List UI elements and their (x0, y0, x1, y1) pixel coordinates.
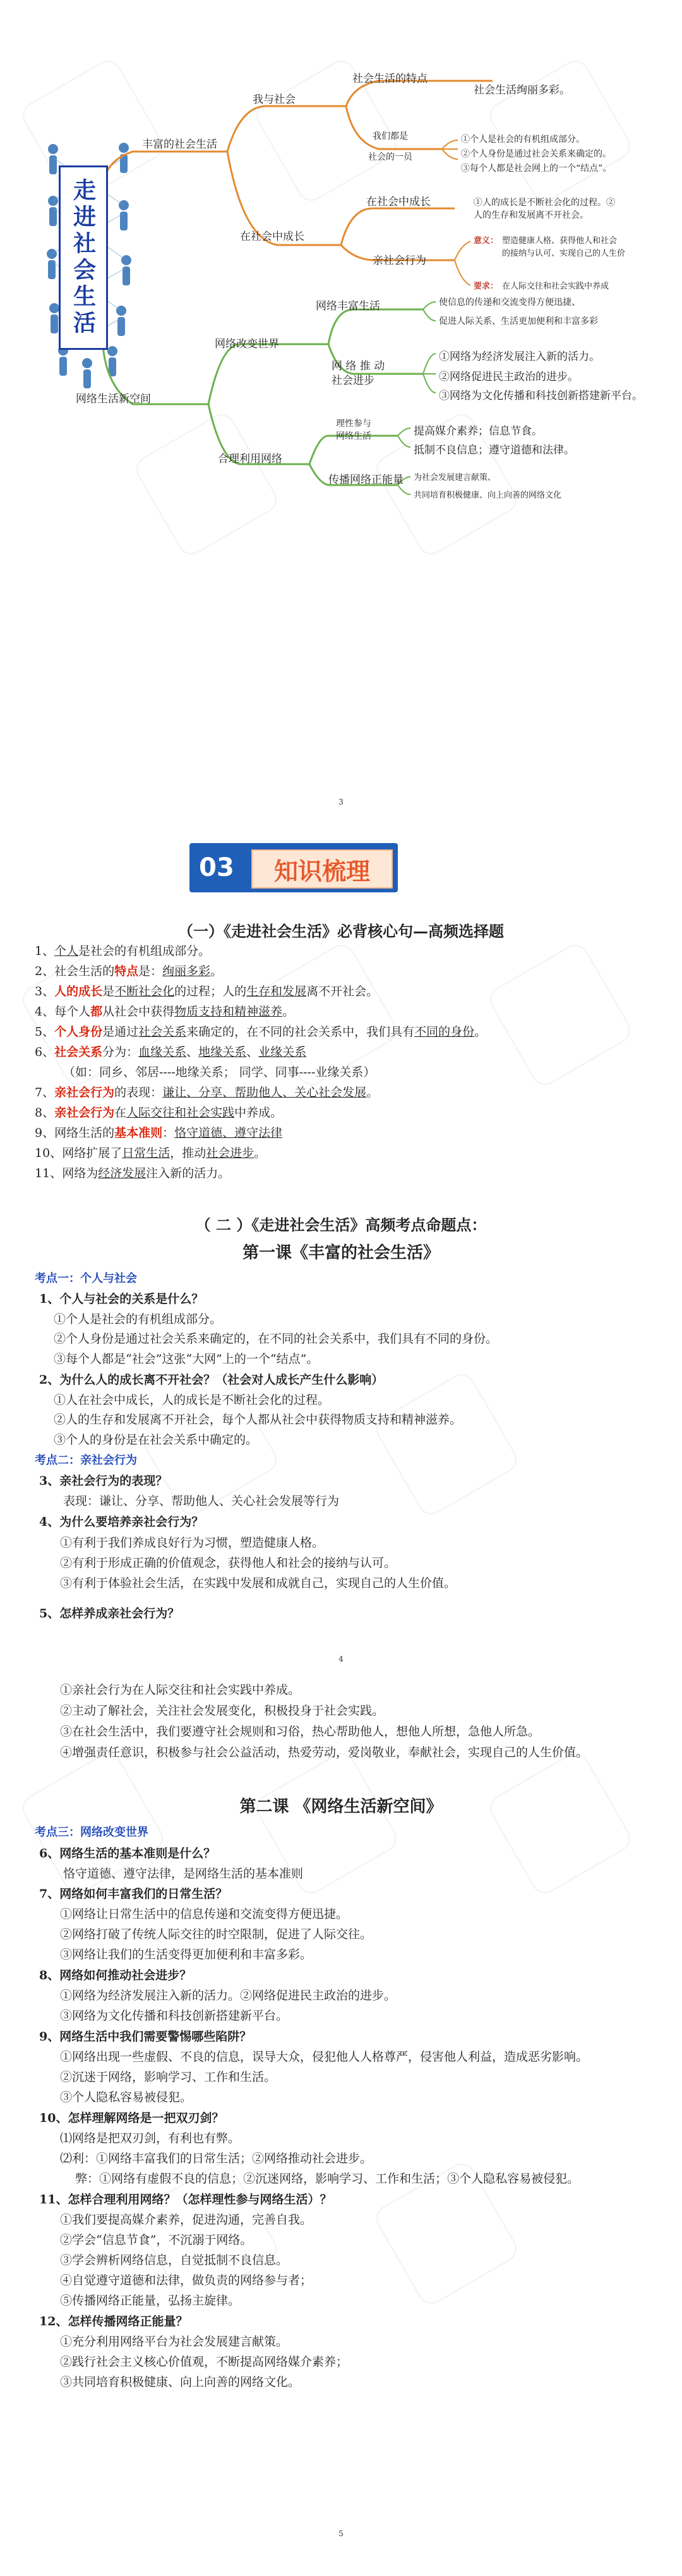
part1-item-text: 绚丽多彩 (162, 964, 211, 978)
part1-item-text: 每个人 (54, 1005, 91, 1019)
part1-item (35, 1103, 654, 1123)
part1-item-text: 物质支持和精神滋养 (174, 1005, 283, 1019)
answer-10-1: ⑴网络是把双刃剑，有利也有弊。 (60, 2131, 241, 2145)
energy-item-2: 共同培育积极健康、向上向善的网络文化 (414, 491, 562, 500)
prosocial-sig-1: 塑造健康人格、获得他人和社会 (502, 236, 618, 246)
part1-title: （一）《走进社会生活》必背核心句—高频选择题 (178, 922, 504, 940)
section-number: 03 (199, 853, 234, 882)
part1-item-text: 网络生活的 (54, 1126, 115, 1140)
part1-item-number: 10、 (35, 1146, 63, 1160)
answer-7-3: ③网络让我们的生活变得更加便利和丰富多彩。 (60, 1948, 313, 1962)
part1-item-text: 来确定的，在不同的社会关系中，我们具有 (186, 1025, 415, 1039)
answer-10-3: 弊：①网络有虚假不良的信息；②沉迷网络，影响学习、工作和生活；③个人隐私容易被侵犯。 (60, 2172, 580, 2186)
part1-item-text: 。 (474, 1025, 487, 1039)
part1-item-text: 生存和发展 (246, 985, 307, 998)
part1-item (35, 961, 654, 981)
part1-item-text: 是 (102, 985, 115, 998)
part1-item-number: 1、 (35, 944, 55, 958)
page-number-5: 5 (338, 2529, 344, 2538)
part1-item-text: 都 (90, 1005, 103, 1019)
part1-item-text: 分为： (102, 1045, 139, 1059)
part1-list (35, 941, 654, 1183)
grow-item-1: ①人的成长是不断社会化的过程。② (474, 198, 615, 208)
answer-12-2: ②践行社会主义核心价值观，不断提高网络媒介素养； (60, 2355, 349, 2369)
part1-item (35, 1042, 654, 1062)
answer-5-4: ④增强责任意识，积极参与社会公益活动，热爱劳动，爱岗敬业，奉献社会，实现自己的人生价值。 (60, 1746, 589, 1759)
progress-item-1: ①网络为经济发展注入新的活力。 (439, 350, 600, 363)
question-1: 1、个人与社会的关系是什么？ (39, 1292, 204, 1306)
part1-item-text: ，推动 (170, 1146, 206, 1160)
part1-item (35, 941, 654, 961)
rational-item-1: 提高媒介素养；信息节食。 (414, 425, 542, 438)
answer-9-3: ③个人隐私容易被侵犯。 (60, 2090, 193, 2104)
prosocial-sig-2: 的接纳与认可、实现自己的人生价 (502, 249, 626, 258)
part1-item-number: 9、 (35, 1126, 55, 1140)
question-7: 7、网络如何丰富我们的日常生活？ (39, 1887, 228, 1901)
part1-item-text: ： (162, 1126, 175, 1140)
answer-7-1: ①网络让日常生活中的信息传递和交流变得方便迅捷。 (60, 1907, 349, 1921)
part1-item-number: 7、 (35, 1086, 55, 1099)
part1-item-number: 5、 (35, 1025, 55, 1039)
node-member-2: 社会的一员 (368, 152, 412, 162)
part1-item-text: 注入新的活力。 (146, 1166, 230, 1180)
node-use-network: 合理利用网络 (218, 453, 282, 465)
node-network-changes: 网络改变世界 (215, 338, 279, 350)
answer-5-3: ③在社会生活中，我们要遵守社会规则和习俗，热心帮助他人，想他人所想，急他人所急。 (60, 1725, 541, 1739)
answer-2-3: ③个人的身份是在社会关系中确定的。 (54, 1433, 258, 1447)
energy-item-1: 为社会发展建言献策、 (414, 473, 496, 482)
prosocial-sig-label: 意义： (474, 236, 499, 246)
question-9: 9、网络生活中我们需要警惕哪些陷阱？ (39, 2030, 252, 2044)
progress-item-2: ②网络促进民主政治的进步。 (439, 371, 578, 383)
part1-item-number: 2、 (35, 964, 55, 978)
node-grow-in-society: 在社会中成长 (240, 231, 304, 243)
part1-item-text: 特点 (114, 964, 139, 978)
part1-item-text: 。 (282, 1005, 295, 1019)
part1-item-number: 8、 (35, 1106, 55, 1120)
part1-item-text: 是： (138, 964, 163, 978)
answer-9-2: ②沉迷于网络，影响学习、工作和生活。 (60, 2070, 277, 2084)
part1-item (35, 1123, 654, 1143)
part2-title: （ 二 ）《走进社会生活》高频考点命题点： (195, 1216, 487, 1234)
node-progress-2: 社会进步 (332, 374, 374, 387)
part1-item-text: 不断社会化 (114, 985, 175, 998)
part1-item-number: 6、 (35, 1045, 55, 1059)
part1-item (35, 981, 654, 1002)
part1-item-text: 亲社会行为 (54, 1086, 115, 1099)
part1-item-text: 地缘关系 (198, 1045, 247, 1059)
answer-11-2: ②学会“信息节食”，不沉溺于网络。 (60, 2233, 253, 2247)
part1-item-text: 中养成。 (234, 1106, 283, 1120)
answer-2-2: ②人的生存和发展离不开社会，每个人都从社会中获得物质支持和精神滋养。 (54, 1413, 462, 1427)
main-title-box (59, 165, 108, 350)
question-3: 3、亲社会行为的表现？ (39, 1474, 168, 1488)
member-item-1: ①个人是社会的有机组成部分。 (461, 135, 585, 145)
answer-11-4: ④自觉遵守道德和法律，做负责的网络参与者； (60, 2273, 313, 2287)
part1-item-text: 是通过 (102, 1025, 139, 1039)
part1-item-text: 的过程；人的 (174, 985, 247, 998)
part1-item (35, 1002, 654, 1022)
answer-3-1: 表现：谦让、分享、帮助他人、关心社会发展等行为 (63, 1494, 340, 1508)
rational-item-2: 抵制不良信息；遵守道德和法律。 (414, 444, 575, 457)
answer-9-1: ①网络出现一些虚假、不良的信息，误导大众，侵犯他人人格尊严，侵害他人利益，造成恶劣影响。 (60, 2050, 589, 2064)
part1-item (35, 1022, 654, 1042)
part1-item-text: 。 (366, 1086, 379, 1099)
part1-item (35, 1082, 654, 1103)
part1-item (35, 1062, 654, 1082)
part1-item-text: 社会进步 (206, 1146, 254, 1160)
answer-5-2: ②主动了解社会，关注社会发展变化，积极投身于社会实践。 (60, 1704, 385, 1718)
part1-item-text: 人的成长 (54, 985, 103, 998)
part1-item-text: 在 (114, 1106, 127, 1120)
node-me-and-society: 我与社会 (253, 93, 296, 106)
topic-2: 考点二：亲社会行为 (35, 1454, 137, 1467)
page-number-4: 4 (338, 1655, 344, 1663)
answer-11-3: ③学会辨析网络信息，自觉抵制不良信息。 (60, 2253, 289, 2267)
part1-item-text: 、 (186, 1045, 199, 1059)
prosocial-req: 在人际交往和社会实践中养成 (502, 282, 609, 291)
question-12: 12、怎样传播网络正能量？ (39, 2315, 188, 2328)
prosocial-req-label: 要求： (474, 282, 499, 291)
answer-8-2: ③网络为文化传播和科技创新搭建新平台。 (60, 2009, 289, 2023)
question-6: 6、网络生活的基本准则是什么？ (39, 1847, 216, 1860)
part1-item-text: 。 (210, 964, 223, 978)
lesson1-title: 第一课《丰富的社会生活》 (242, 1243, 440, 1262)
part1-item-text: 社会生活的 (54, 964, 115, 978)
node-rational-2: 网络生活 (336, 431, 371, 441)
part1-item-text: 基本准则 (114, 1126, 163, 1140)
node-member-1: 我们都是 (373, 131, 408, 141)
part1-item-text: 是社会的有机组成部分。 (78, 944, 211, 958)
answer-11-5: ⑤传播网络正能量，弘扬主旋律。 (60, 2294, 241, 2308)
topic-3: 考点三：网络改变世界 (35, 1826, 148, 1839)
part1-item-number: 4、 (35, 1005, 55, 1019)
node-features: 社会生活的特点 (352, 73, 428, 85)
part1-item-text: 个人身份 (54, 1025, 103, 1039)
section-banner (189, 843, 398, 892)
topic-1: 考点一：个人与社会 (35, 1272, 137, 1285)
answer-1-3: ③每个人都是“社会”这张“大网”上的一个“结点”。 (54, 1352, 319, 1366)
member-item-2: ②个人身份是通过社会关系来确定的。 (461, 149, 611, 159)
answer-7-2: ②网络打破了传统人际交往的时空限制，促进了人际交往。 (60, 1927, 373, 1941)
node-progress-1: 网 络 推 动 (332, 360, 385, 373)
part1-item-text: 谦让、分享、帮助他人、关心社会发展 (162, 1086, 367, 1099)
question-5: 5、怎样养成亲社会行为？ (39, 1607, 180, 1620)
part1-item-text: 网络扩展了 (62, 1146, 123, 1160)
answer-1-2: ②个人身份是通过社会关系来确定的，在不同的社会关系中，我们具有不同的身份。 (54, 1332, 498, 1346)
main-title: 走进社会生活 (69, 178, 97, 337)
answer-5-1: ①亲社会行为在人际交往和社会实践中养成。 (60, 1683, 301, 1697)
answer-4-2: ②有利于形成正确的价值观念，获得他人和社会的接纳与认可。 (60, 1556, 397, 1570)
question-2: 2、为什么人的成长离不开社会？（社会对人成长产生什么影响） (39, 1373, 384, 1387)
part1-item-text: 不同的身份 (414, 1025, 475, 1039)
part1-item-text: 的表现： (114, 1086, 163, 1099)
part1-item-text: 个人 (54, 944, 79, 958)
answer-6-1: 恪守道德、遵守法律，是网络生活的基本准则 (63, 1867, 304, 1881)
part1-item (35, 1143, 654, 1163)
question-11: 11、怎样合理利用网络？（怎样理性参与网络生活）？ (39, 2193, 332, 2207)
part1-item (35, 1163, 654, 1183)
part1-item-text: 业缘关系 (258, 1045, 307, 1059)
part1-item-text: 社会关系 (54, 1045, 103, 1059)
answer-12-3: ③共同培育积极健康、向上向善的网络文化。 (60, 2375, 301, 2389)
answer-2-1: ①人在社会中成长，人的成长是不断社会化的过程。 (54, 1393, 330, 1407)
part1-item-text: 网络为 (62, 1166, 99, 1180)
part1-item-text: 经济发展 (98, 1166, 147, 1180)
answer-1-1: ①个人是社会的有机组成部分。 (54, 1312, 222, 1326)
enrich-item-2: 促进人际关系、生活更加便利和丰富多彩 (439, 316, 598, 326)
enrich-item-1: 使信息的传递和交流变得方便迅捷、 (439, 297, 580, 308)
answer-11-1: ①我们要提高媒介素养，促进沟通，完善自我。 (60, 2213, 313, 2227)
part1-item-text: 日常生活 (122, 1146, 170, 1160)
part1-item-text: 从社会中获得 (102, 1005, 175, 1019)
member-item-3: ③每个人都是社会网上的一个“结点”。 (461, 164, 612, 174)
lesson2-title: 第二课 《网络生活新空间》 (239, 1797, 443, 1816)
question-10: 10、怎样理解网络是一把双刃剑？ (39, 2111, 224, 2125)
question-8: 8、网络如何推动社会进步？ (39, 1968, 192, 1982)
part1-item-text: 血缘关系 (138, 1045, 187, 1059)
progress-item-3: ③网络为文化传播和科技创新搭建新平台。 (439, 390, 643, 402)
node-enrich-life: 网络丰富生活 (316, 300, 380, 313)
node-rational-1: 理性参与 (336, 419, 371, 429)
answer-12-1: ①充分利用网络平台为社会发展建言献策。 (60, 2335, 289, 2349)
part1-item-text: 人际交往和社会实践 (126, 1106, 235, 1120)
page-number-3: 3 (338, 798, 344, 806)
part1-item-text: （如：同乡、邻居----地缘关系； 同学、同事----业缘关系） (63, 1065, 376, 1079)
answer-10-2: ⑵利：①网络丰富我们的日常生活；②网络推动社会进步。 (60, 2152, 373, 2166)
part1-item-text: 离不开社会。 (306, 985, 379, 998)
part1-item-number: 3、 (35, 985, 55, 998)
node-grow-sub: 在社会中成长 (366, 196, 431, 208)
part1-item-text: 社会关系 (138, 1025, 187, 1039)
node-positive-energy: 传播网络正能量 (328, 474, 404, 486)
section-title: 知识梳理 (251, 849, 393, 889)
part1-item-number: 11、 (35, 1166, 63, 1180)
part1-item-text: 亲社会行为 (54, 1106, 115, 1120)
part1-item-text: 恪守道德、遵守法律 (174, 1126, 283, 1140)
part1-item-text: 。 (254, 1146, 266, 1160)
part1-item-text: 、 (246, 1045, 259, 1059)
node-features-value: 社会生活绚丽多彩。 (474, 84, 570, 97)
answer-4-3: ③有利于体验社会生活，在实践中发展和成就自己，实现自己的人生价值。 (60, 1576, 457, 1590)
node-prosocial: 亲社会行为 (373, 255, 426, 267)
question-4: 4、为什么要培养亲社会行为？ (39, 1515, 204, 1529)
branch-rich-social-life: 丰富的社会生活 (142, 138, 217, 151)
branch-network-life: 网络生活新空间 (76, 393, 151, 405)
answer-4-1: ①有利于我们养成良好行为习惯，塑造健康人格。 (60, 1536, 325, 1550)
answer-8-1: ①网络为经济发展注入新的活力。②网络促进民主政治的进步。 (60, 1989, 397, 2003)
grow-item-2: 人的生存和发展离不开社会。 (474, 210, 589, 220)
